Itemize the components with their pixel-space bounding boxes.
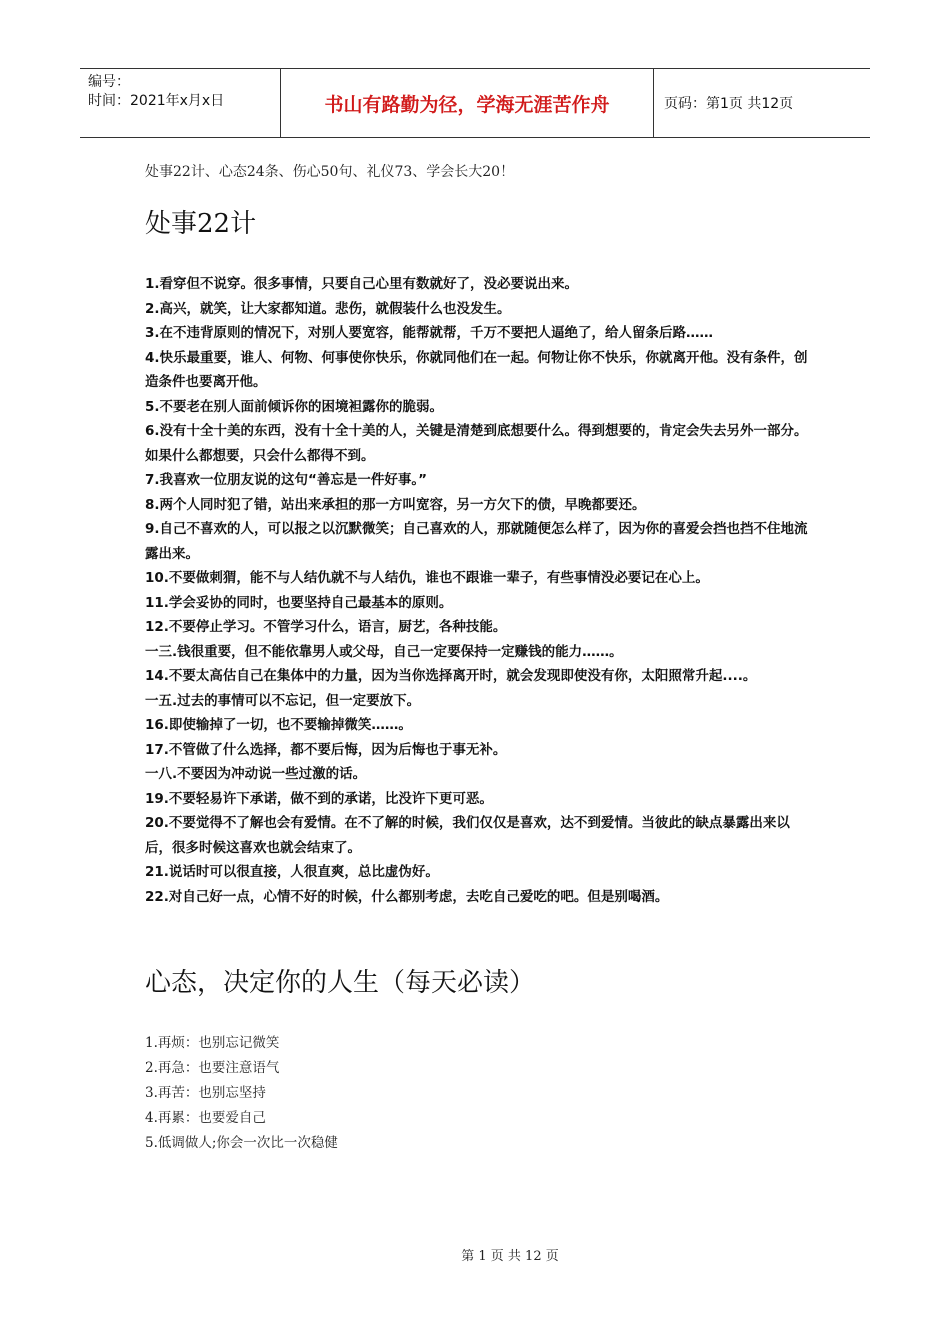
list-item: 6.没有十全十美的东西，没有十全十美的人，关键是清楚到底想要什么。得到想要的，肯定会失去另外一部分。如果什么都想要，只会什么都得不到。: [145, 423, 808, 464]
header-page-info: 页码：第1页 共12页: [664, 96, 794, 112]
list-item: 21.说话时可以很直接，人很直爽，总比虚伪好。: [145, 864, 439, 880]
list-item: 5.不要老在别人面前倾诉你的困境袒露你的脆弱。: [145, 398, 444, 415]
list-item: 1.看穿但不说穿。很多事情，只要自己心里有数就好了，没必要说出来。: [145, 276, 579, 292]
list-item: 8.两个人同时犯了错，站出来承担的那一方叫宽容，另一方欠下的债，早晚都要还。: [145, 496, 646, 513]
list-item: 7.我喜欢一位朋友说的这句“善忘是一件好事。”: [145, 472, 428, 488]
list-item: 11.学会妥协的同时，也要坚持自己最基本的原则。: [145, 594, 453, 611]
page-footer: 第 1 页 共 12 页: [461, 1249, 559, 1264]
xintai-list: [145, 1031, 810, 1156]
list-item: 3.在不违背原则的情况下，对别人要宽容，能帮就帮，千万不要把人逼绝了，给人留条后路……: [145, 325, 714, 341]
list-item: 19.不要轻易许下承诺，做不到的承诺，比没许下更可恶。: [145, 790, 493, 807]
list-item: 一八.不要因为冲动说一些过激的话。: [145, 766, 367, 782]
time-label: 时间：2021年x月x日: [88, 93, 225, 109]
list-item: 14.不要太高估自己在集体中的力量，因为当你选择离开时，就会发现即使没有你，太阳照常升起....。: [145, 668, 757, 684]
list-item: 5.低调做人;你会一次比一次稳健: [145, 1135, 338, 1151]
document-header: [80, 68, 870, 138]
list-item: 3.再苦：也别忘坚持: [145, 1085, 266, 1101]
list-item: 20.不要觉得不了解也会有爱情。在不了解的时候，我们仅仅是喜欢，达不到爱情。当彼此的缺点暴露出来以后，很多时候这喜欢也就会结束了。: [145, 815, 790, 856]
list-item: 一三.钱很重要，但不能依靠男人或父母，自己一定要保持一定赚钱的能力……。: [145, 643, 623, 660]
section-title-xintai: 心态，决定你的人生（每天必读）: [145, 968, 536, 998]
list-item: 10.不要做刺猬，能不与人结仇就不与人结仇，谁也不跟谁一辈子，有些事情没必要记在心上。: [145, 570, 709, 586]
section-title-chushi: 处事22计: [145, 209, 257, 239]
list-item: 4.再累：也要爱自己: [145, 1110, 266, 1126]
intro-line: 处事22计、心态24条、伤心50句、礼仪73、学会长大20！: [145, 164, 515, 180]
list-item: 2.高兴，就笑，让大家都知道。悲伤，就假装什么也没发生。: [145, 300, 511, 317]
list-item: 22.对自己好一点，心情不好的时候，什么都别考虑，去吃自己爱吃的吧。但是别喝酒。: [145, 888, 669, 905]
list-item: 16.即使输掉了一切，也不要输掉微笑……。: [145, 717, 412, 733]
list-item: 1.再烦：也别忘记微笑: [145, 1035, 280, 1051]
list-item: 一五.过去的事情可以不忘记，但一定要放下。: [145, 692, 421, 709]
chushi-list: [145, 272, 810, 909]
list-item: 4.快乐最重要，谁人、何物、何事使你快乐，你就同他们在一起。何物让你不快乐，你就离开他。没有条件，创造条件也要离开他。: [145, 349, 808, 390]
number-label: 编号：: [88, 74, 130, 90]
list-item: 2.再急：也要注意语气: [145, 1060, 280, 1076]
header-motto: 书山有路勤为径，学海无涯苦作舟: [280, 69, 654, 137]
page-content: [145, 160, 810, 1156]
list-item: 12.不要停止学习。不管学习什么，语言，厨艺，各种技能。: [145, 619, 507, 635]
list-item: 17.不管做了什么选择，都不要后悔，因为后悔也于事无补。: [145, 741, 507, 758]
list-item: 9.自己不喜欢的人，可以报之以沉默微笑；自己喜欢的人，那就随便怎么样了，因为你的喜爱会挡也挡不住地流露出来。: [145, 521, 808, 562]
header-meta: [80, 69, 280, 137]
